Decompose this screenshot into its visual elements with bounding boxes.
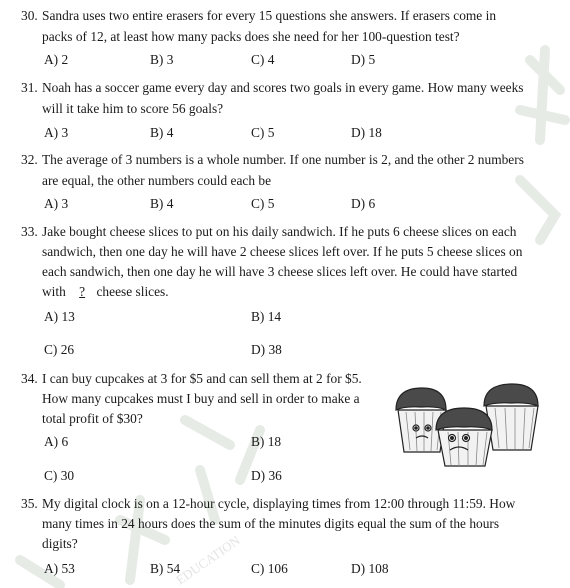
answer-option-b: B) 14 bbox=[251, 309, 282, 324]
answer-option-b: B) 3 bbox=[150, 52, 174, 67]
answer-option-a: A) 53 bbox=[44, 561, 75, 576]
cupcakes-illustration bbox=[388, 380, 548, 470]
answer-option-c: C) 30 bbox=[44, 468, 75, 483]
question-text-line: Noah has a soccer game every day and scores two goals in every game. How many weeks bbox=[42, 80, 524, 95]
watermark-text: EDUCATION bbox=[173, 532, 243, 588]
question-text-line: are equal, the other numbers could each be bbox=[42, 173, 272, 188]
question-text-line: Jake bought cheese slices to put on his daily sandwich. If he puts 6 cheese slices on each bbox=[42, 224, 517, 239]
answer-option-c: C) 26 bbox=[44, 342, 75, 357]
question-text-line: total profit of $30? bbox=[42, 411, 143, 426]
question-text-line: will it take him to score 56 goals? bbox=[42, 101, 224, 116]
question-number: 31. bbox=[21, 80, 38, 95]
answer-option-c: C) 106 bbox=[251, 561, 288, 576]
answer-blank: ? bbox=[79, 284, 86, 299]
question-text-line: packs of 12, at least how many packs does she need for her 100-question test? bbox=[42, 29, 460, 44]
question-number: 32. bbox=[21, 152, 38, 167]
question-number: 34. bbox=[21, 371, 38, 386]
answer-option-a: A) 2 bbox=[44, 52, 69, 67]
question-number: 30. bbox=[21, 8, 38, 23]
answer-option-b: B) 18 bbox=[251, 434, 282, 449]
answer-option-c: C) 5 bbox=[251, 196, 275, 211]
question-text-line: The average of 3 numbers is a whole number. If one number is 2, and the other 2 numbers bbox=[42, 152, 524, 167]
answer-option-d: D) 18 bbox=[351, 125, 382, 140]
answer-option-b: B) 4 bbox=[150, 125, 174, 140]
answer-option-d: D) 5 bbox=[351, 52, 376, 67]
answer-option-d: D) 36 bbox=[251, 468, 282, 483]
question-text-line: many times in 24 hours does the sum of the minutes digits equal the sum of the hours bbox=[42, 516, 500, 531]
answer-option-a: A) 3 bbox=[44, 196, 69, 211]
cupcake-middle bbox=[436, 408, 492, 466]
answer-option-b: B) 4 bbox=[150, 196, 174, 211]
question-text-line: sandwich, then one day he will have 2 cheese slices left over. If he puts 5 cheese slices on bbox=[42, 244, 523, 259]
text-before-blank: with bbox=[42, 284, 66, 299]
question-text-line: Sandra uses two entire erasers for every 15 questions she answers. If erasers come in bbox=[42, 8, 497, 23]
answer-option-a: A) 6 bbox=[44, 434, 69, 449]
answer-option-a: A) 3 bbox=[44, 125, 69, 140]
question-text-line: digits? bbox=[42, 536, 78, 551]
answer-option-d: D) 38 bbox=[251, 342, 282, 357]
question-text-line: each sandwich, then one day he will have 3 cheese slices left over. He could have started bbox=[42, 264, 518, 279]
answer-option-a: A) 13 bbox=[44, 309, 75, 324]
question-text-line: My digital clock is on a 12-hour cycle, displaying times from 12:00 through 11:59. How bbox=[42, 496, 516, 511]
question-number: 33. bbox=[21, 224, 38, 239]
cupcake-right bbox=[484, 384, 538, 450]
answer-option-c: C) 4 bbox=[251, 52, 275, 67]
question-text-line-last bbox=[42, 284, 169, 300]
question-text-line: I can buy cupcakes at 3 for $5 and can sell them at 2 for $5. bbox=[42, 371, 362, 386]
answer-option-d: D) 6 bbox=[351, 196, 376, 211]
answer-option-b: B) 54 bbox=[150, 561, 181, 576]
text-after-blank: cheese slices. bbox=[96, 284, 169, 299]
answer-option-c: C) 5 bbox=[251, 125, 275, 140]
answer-option-d: D) 108 bbox=[351, 561, 389, 576]
cupcake-left bbox=[396, 388, 446, 452]
question-text-line: How many cupcakes must I buy and sell in order to make a bbox=[42, 391, 360, 406]
question-number: 35. bbox=[21, 496, 38, 511]
